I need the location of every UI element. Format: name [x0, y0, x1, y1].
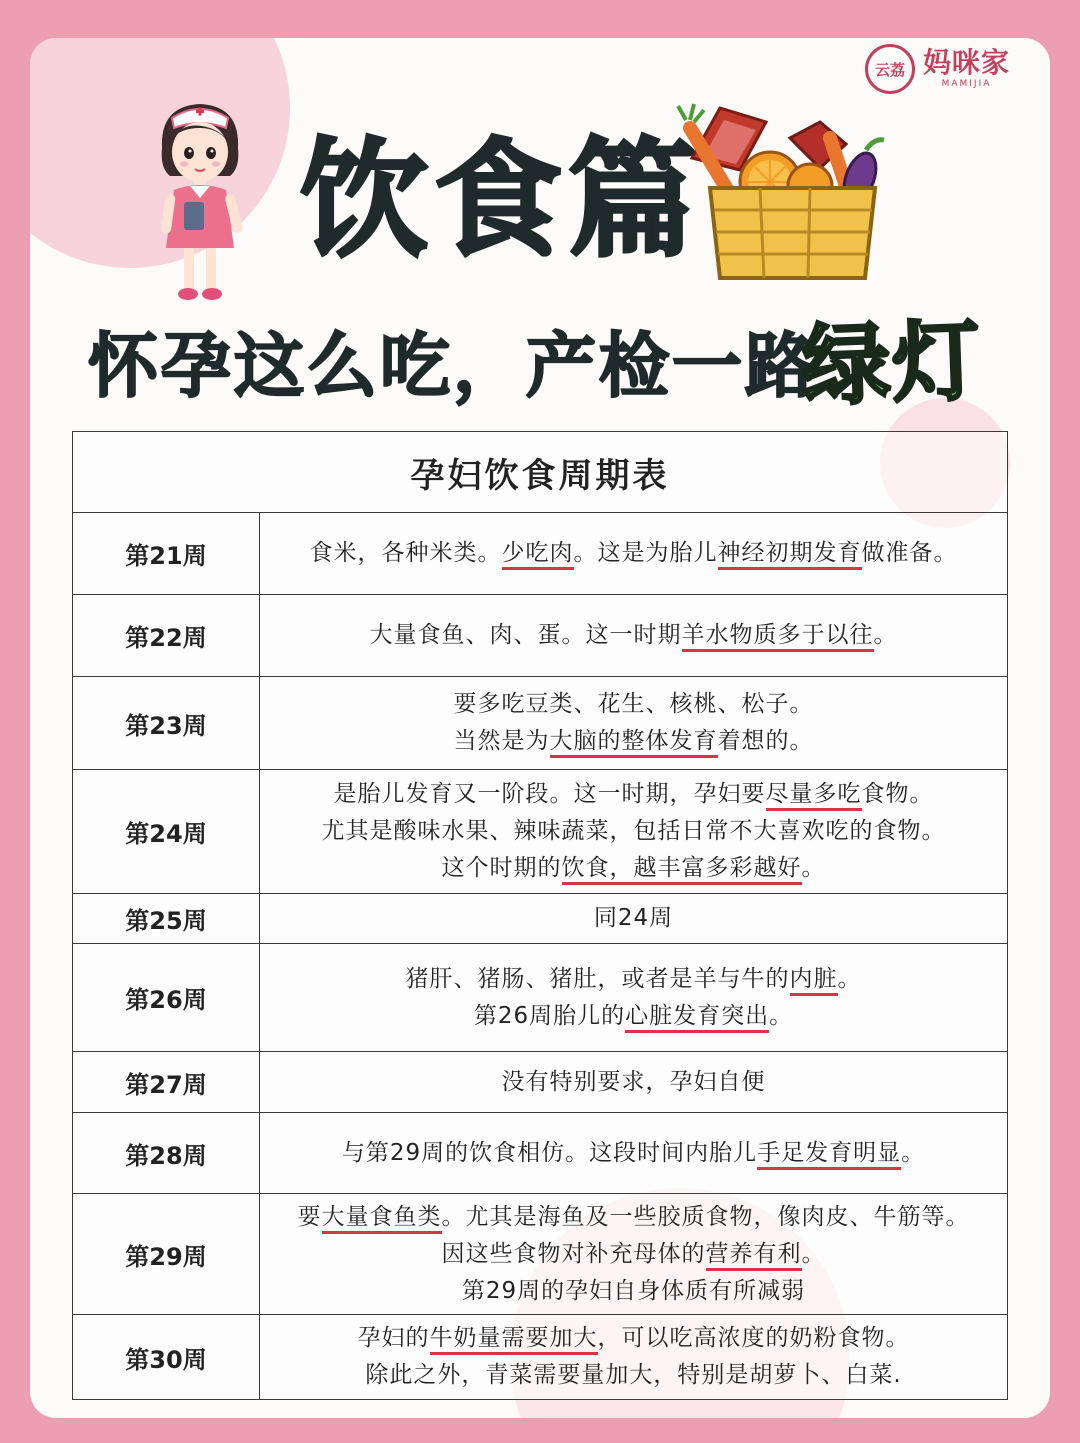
week-label: 第25周: [73, 894, 260, 944]
table-row: [73, 677, 1008, 770]
description-text: 。: [801, 1240, 826, 1267]
description-text: 食米，各种米类。: [309, 540, 502, 566]
table-row: [73, 513, 1008, 595]
underlined-keyword: 少吃肉: [502, 540, 574, 570]
table-row: [73, 1194, 1008, 1315]
brand-seal-icon: 云荔: [865, 44, 915, 94]
description-line: [270, 1273, 997, 1310]
description-line: [270, 813, 997, 850]
description-text: 。: [801, 855, 826, 881]
diet-schedule-table: [72, 431, 1008, 1400]
underlined-keyword: 饮食，越丰富多彩越好: [562, 855, 802, 885]
description-line: [270, 535, 997, 572]
description-line: [270, 686, 997, 723]
diet-description: [260, 677, 1008, 770]
table-caption: 孕妇饮食周期表: [73, 432, 1008, 513]
food-basket-icon: [670, 98, 890, 288]
underlined-keyword: 大脑的整体发育: [550, 728, 718, 758]
description-text: 尤其是酸味水果、辣味蔬菜，包括日常不大喜欢吃的食物。: [321, 818, 946, 844]
week-label: 第24周: [73, 770, 260, 894]
underlined-keyword: 神经初期发育: [718, 540, 862, 570]
description-text: 要多吃豆类、花生、核桃、松子。: [453, 691, 814, 717]
description-text: 同24周: [593, 905, 674, 931]
subtitle-highlight: 绿灯: [800, 308, 984, 419]
table-row: [73, 1052, 1008, 1113]
underlined-keyword: 尽量多吃: [766, 781, 862, 811]
description-text: 第26周胎儿的: [473, 1002, 626, 1029]
week-label: 第23周: [73, 677, 260, 770]
page-subtitle: 怀孕这么吃，产检一路: [88, 325, 818, 407]
description-text: 。这是为胎儿: [573, 540, 718, 566]
diet-description: [260, 1052, 1008, 1113]
underlined-keyword: 羊水物质多于以往: [682, 622, 874, 652]
page-card: [30, 38, 1050, 1418]
nurse-illustration-icon: [140, 98, 260, 308]
description-text: 除此之外，青菜需要量加大，特别是胡萝卜、白菜.: [365, 1362, 902, 1388]
description-line: [270, 900, 997, 937]
diet-description: [260, 513, 1008, 595]
table-row: [73, 1113, 1008, 1194]
week-label: 第28周: [73, 1113, 260, 1194]
description-line: [270, 776, 997, 813]
description-text: 。: [769, 1002, 794, 1029]
description-text: 猪肝、猪肠、猪肚，或者是羊与牛的: [405, 965, 790, 992]
description-text: ，可以吃高浓度的奶粉食物。: [597, 1325, 910, 1351]
description-text: 要: [297, 1203, 322, 1230]
diet-description: [260, 595, 1008, 677]
description-line: [270, 1199, 997, 1236]
description-line: [270, 1320, 997, 1357]
description-line: [270, 1236, 997, 1273]
brand-subtitle: MAMIJIA: [941, 79, 992, 89]
description-text: 第29周的孕妇自身体质有所减弱: [461, 1277, 806, 1304]
diet-description: [260, 1194, 1008, 1315]
diet-description: [260, 944, 1008, 1052]
description-text: 因这些食物对补充母体的: [441, 1240, 706, 1267]
description-line: [270, 1064, 997, 1101]
description-text: 大量食鱼、肉、蛋。这一时期: [369, 622, 682, 648]
diet-description: [260, 770, 1008, 894]
description-text: 当然是为: [453, 728, 550, 754]
week-label: 第27周: [73, 1052, 260, 1113]
description-line: [270, 961, 997, 998]
underlined-keyword: 心脏发育突出: [625, 1003, 769, 1033]
description-text: 是胎儿发育又一阶段。这一时期，孕妇要: [333, 781, 766, 807]
description-text: 孕妇的: [357, 1325, 430, 1351]
week-label: 第26周: [73, 944, 260, 1052]
underlined-keyword: 手足发育明显: [757, 1140, 901, 1170]
diet-description: [260, 1315, 1008, 1400]
description-text: 。: [901, 1139, 926, 1166]
description-text: 这个时期的: [441, 855, 562, 881]
table-row: [73, 1315, 1008, 1400]
page-title: 饮食篇: [300, 126, 703, 275]
table-row: [73, 944, 1008, 1052]
description-line: [270, 1135, 997, 1172]
week-label: 第22周: [73, 595, 260, 677]
table-row: [73, 595, 1008, 677]
description-text: 食物。: [861, 781, 934, 807]
description-line: [270, 850, 997, 887]
underlined-keyword: 牛奶量需要加大: [430, 1325, 598, 1355]
table-row: [73, 894, 1008, 944]
description-line: [270, 998, 997, 1035]
description-line: [270, 617, 997, 654]
description-line: [270, 723, 997, 760]
description-text: 做准备。: [861, 540, 958, 566]
brand-logo: [865, 44, 1010, 94]
description-text: 。: [873, 622, 898, 648]
week-label: 第29周: [73, 1194, 260, 1315]
week-label: 第21周: [73, 513, 260, 595]
underlined-keyword: 大量食鱼类: [322, 1204, 442, 1234]
underlined-keyword: 营养有利: [706, 1241, 802, 1271]
description-text: 着想的。: [717, 728, 814, 754]
description-text: 。: [837, 965, 862, 992]
table-row: [73, 770, 1008, 894]
description-text: 没有特别要求，孕妇自便: [501, 1068, 766, 1095]
underlined-keyword: 内脏: [790, 966, 838, 996]
diet-description: [260, 894, 1008, 944]
description-line: [270, 1357, 997, 1394]
brand-name: 妈咪家: [923, 46, 1011, 79]
description-text: 。尤其是海鱼及一些胶质食物，像肉皮、牛筋等。: [441, 1203, 970, 1230]
week-label: 第30周: [73, 1315, 260, 1400]
diet-description: [260, 1113, 1008, 1194]
description-text: 与第29周的饮食相仿。这段时间内胎儿: [341, 1139, 758, 1166]
